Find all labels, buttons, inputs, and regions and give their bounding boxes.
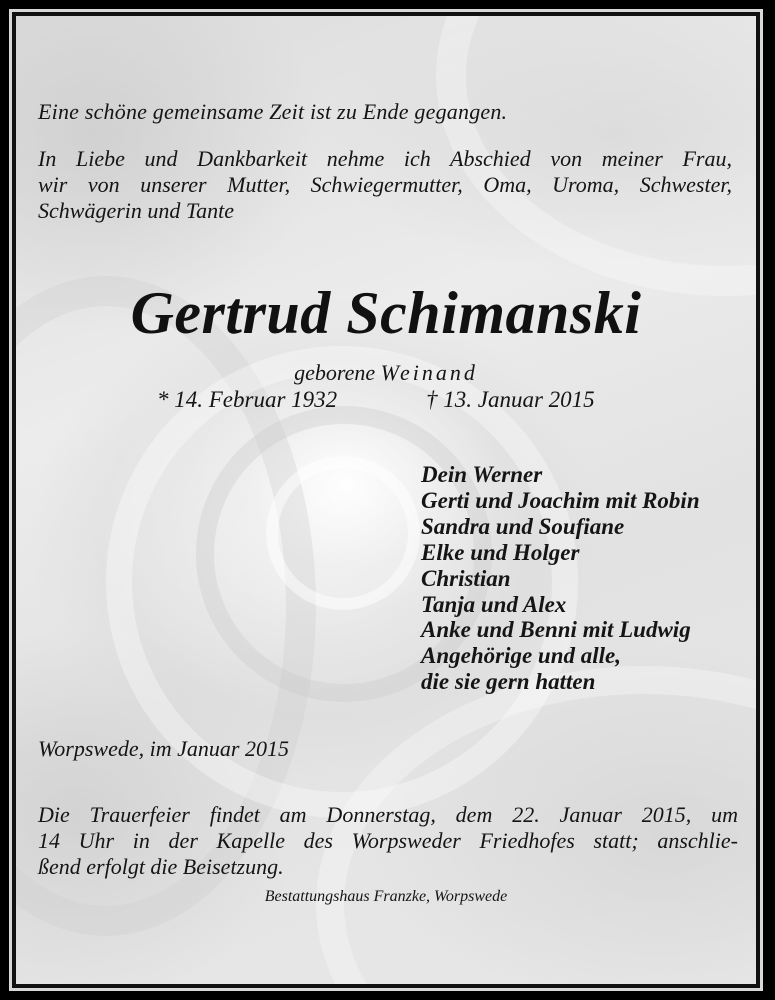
mourner-line: Angehörige und alle, [421,643,622,669]
dedication-line: Schwägerin und Tante [38,198,234,223]
ceremony-line: Die Trauerfeier findet am Donnerstag, dem 22. Januar 2015, um [38,802,738,827]
ceremony-paragraph [38,802,738,880]
mourner-line: Christian [421,565,511,591]
ceremony-line: ßend erfolgt die Beisetzung. [38,854,284,879]
mourner-line: Dein Werner [421,462,543,487]
intro-sentence: Eine schöne gemeinsame Zeit ist zu Ende gegangen. [38,99,508,124]
mourner-line: Gerti und Joachim mit Robin [421,487,700,513]
death-date: † 13. Januar 2015 [426,387,595,412]
mourner-line: Sandra und Soufiane [421,513,625,539]
dedication-line: wir von unserer Mutter, Schwiegermutter, Oma, Uroma, Schwester, [38,172,732,197]
deceased-name: Gertrud Schimanski [130,280,642,346]
ceremony-line: 14 Uhr in der Kapelle des Worpsweder Friedhofes statt; anschlie- [38,828,738,853]
mourner-line: die sie gern hatten [421,669,596,695]
dedication-paragraph [38,146,732,224]
funeral-home-credit: Bestattungshaus Franzke, Worpswede [264,888,508,905]
mourners-list [421,462,700,695]
birth-date: * 14. Februar 1932 [157,387,338,412]
maiden-name-line [16,360,756,386]
obituary-notice [16,16,756,984]
mourner-line: Elke und Holger [421,539,580,565]
maiden-prefix: geborene [294,360,376,385]
mourner-line: Tanja und Alex [421,591,567,617]
place-and-date: Worpswede, im Januar 2015 [38,736,289,761]
mourner-line: Anke und Benni mit Ludwig [421,617,691,643]
dedication-line: In Liebe und Dankbarkeit nehme ich Abschied von meiner Frau, [38,146,732,171]
rose-center-decoration [266,456,420,610]
maiden-name: Weinand [380,360,478,385]
